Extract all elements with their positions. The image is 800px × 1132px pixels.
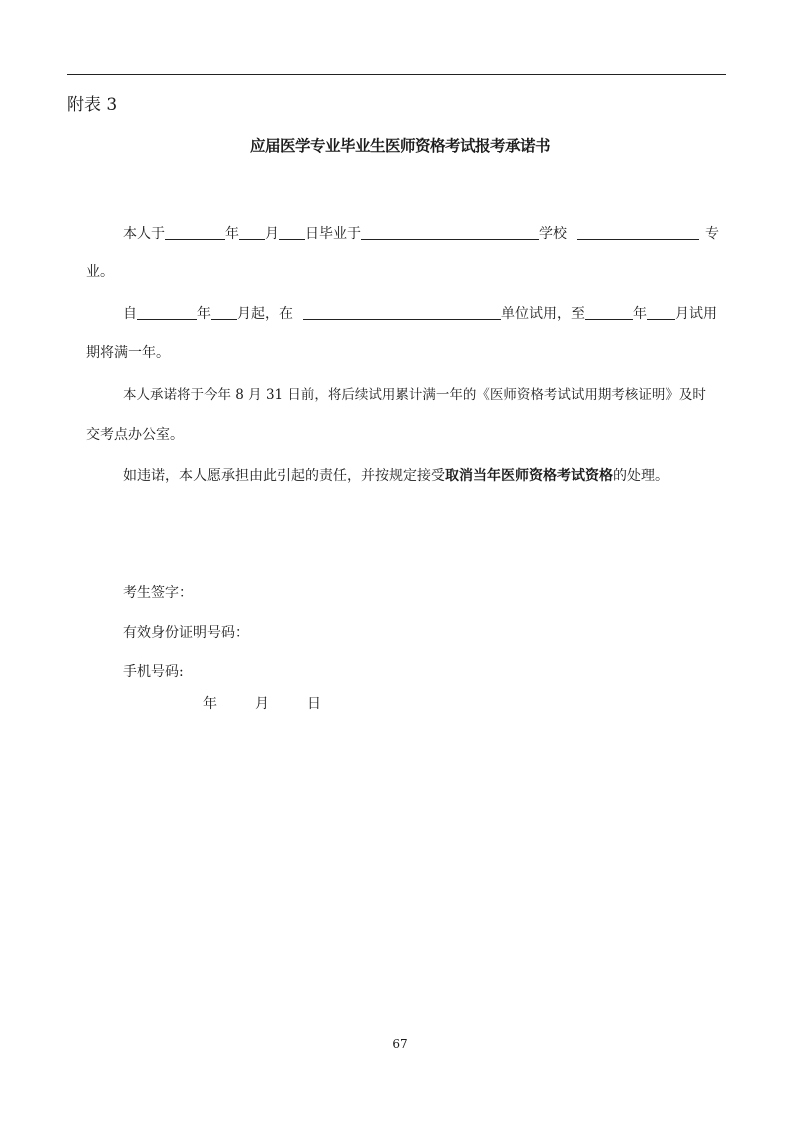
paragraph-1-line-2: 业。 [86,264,114,280]
p1-text-2: 年 [225,226,239,242]
blank-graduation-day [279,224,305,240]
p1-text-3: 月 [265,226,279,242]
p2-text-5: 年 [633,306,647,322]
date-month: 月 [255,696,269,712]
blank-school-name [361,224,539,240]
blank-work-unit [303,304,501,320]
p4-bold-text: 取消当年医师资格考试资格 [445,468,613,484]
paragraph-2-line-1 [123,304,717,324]
paragraph-1-line-1 [123,224,719,244]
p2-text-2: 年 [197,306,211,322]
header-rule [67,74,726,75]
p1-text-4: 日毕业于 [305,226,361,242]
p2-text-3: 月起，在 [237,306,293,322]
p1-text-6: 专 [705,226,719,242]
phone-label: 手机号码: [123,664,184,680]
blank-major [577,224,699,240]
p4-prefix: 如违诺，本人愿承担由此引起的责任，并按规定接受 [123,468,445,484]
paragraph-3-line-1: 本人承诺将于今年 8 月 31 日前，将后续试用累计满一年的《医师资格考试试用期考核证明》及时 [123,387,706,403]
p1-text-1: 本人于 [123,226,165,242]
paragraph-4 [123,466,669,486]
page-number: 67 [392,1037,408,1051]
blank-start-month [211,304,237,320]
blank-graduation-year [165,224,225,240]
date-day: 日 [307,696,321,712]
signature-date [203,694,321,714]
paragraph-2-line-2: 期将满一年。 [86,345,170,361]
blank-graduation-month [239,224,265,240]
attachment-label: 附表 3 [67,95,118,115]
p2-text-4: 单位试用，至 [501,306,585,322]
date-year: 年 [203,696,217,712]
p1-text-5: 学校 [539,226,567,242]
blank-end-month [647,304,675,320]
blank-start-year [137,304,197,320]
p2-text-1: 自 [123,306,137,322]
id-number-label: 有效身份证明号码： [123,625,249,641]
document-title: 应届医学专业毕业生医师资格考试报考承诺书 [249,136,550,155]
blank-end-year [585,304,633,320]
p2-text-6: 月试用 [675,306,717,322]
p4-suffix: 的处理。 [613,468,669,484]
paragraph-3-line-2: 交考点办公室。 [86,427,184,443]
candidate-signature-label: 考生签字： [123,585,193,601]
